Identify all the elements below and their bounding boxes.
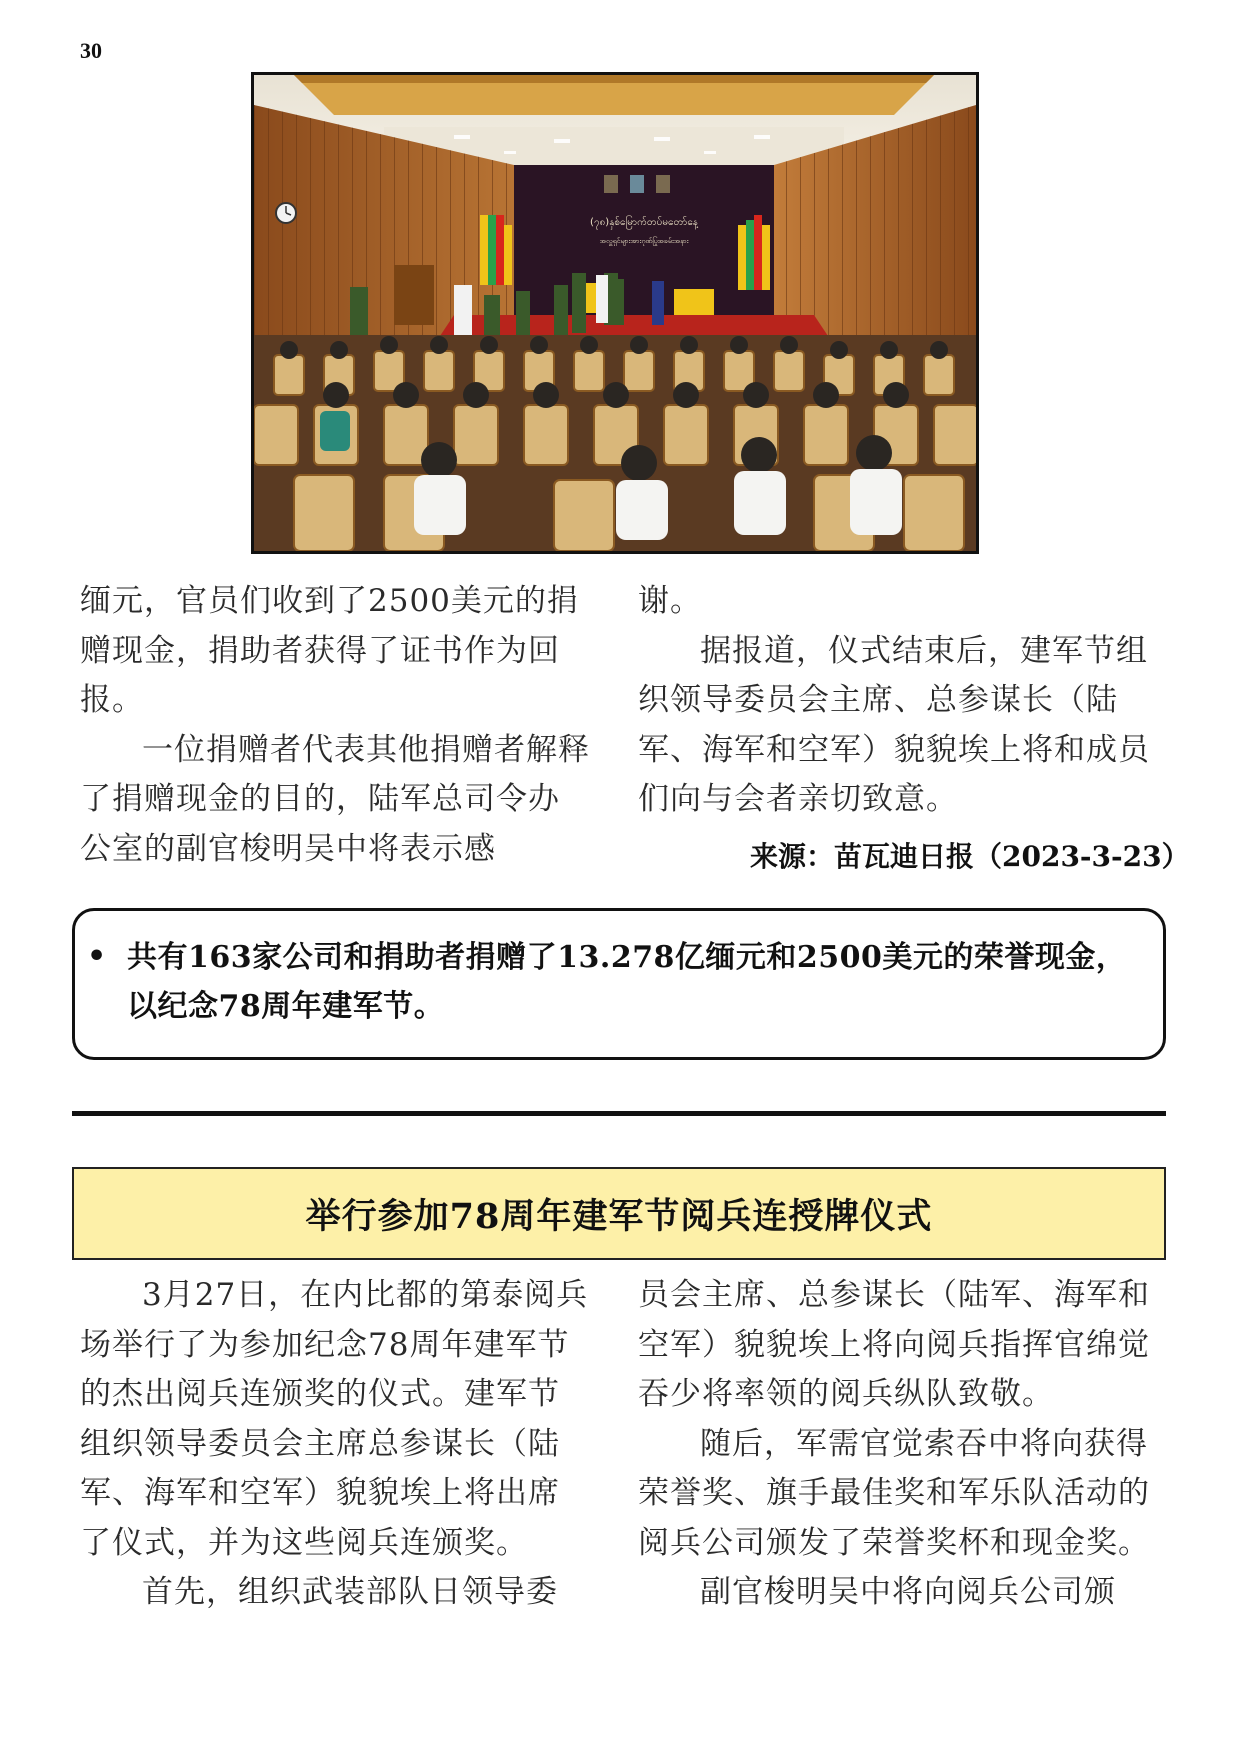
- section-divider: [72, 1111, 1166, 1116]
- ceremony-photo-illustration: [254, 75, 976, 551]
- article2-right-column: [638, 1271, 1150, 1618]
- paragraph: 随后，军需官觉索吞中将向获得荣誉奖、旗手最佳奖和军乐队活动的阅兵公司颁发了荣誉奖杯和现金奖。: [638, 1425, 1150, 1561]
- flags-right: [738, 215, 770, 290]
- paragraph: 谢。: [638, 583, 702, 619]
- paragraph: 一位捐赠者代表其他捐赠者解释了捐赠现金的目的，陆军总司令办公室的副官梭明吴中将表示感: [80, 731, 590, 867]
- stage-banner-line2: အလှူရှင်များအားဂုဏ်ပြုအခမ်းအနား: [599, 237, 689, 245]
- callout-text: 共有163家公司和捐助者捐赠了13.278亿缅元和2500美元的荣誉现金，以纪念78周年建军节。: [127, 940, 1127, 1024]
- paragraph: 首先，组织武装部队日领导委: [142, 1574, 558, 1610]
- article-source: 来源：苗瓦迪日报（2023-3-23）: [750, 840, 1190, 873]
- paragraph: 据报道，仪式结束后，建军节组织领导委员会主席、总参谋长（陆军、海军和空军）貌貌埃上将和成员们向与会者亲切致意。: [638, 632, 1150, 817]
- page-number: 30: [80, 38, 102, 63]
- paragraph: 缅元，官员们收到了2500美元的捐赠现金，捐助者获得了证书作为回报。: [80, 583, 579, 718]
- paragraph: 员会主席、总参谋长（陆军、海军和空军）貌貌埃上将向阅兵指挥官绵觉吞少将率领的阅兵纵队致敬。: [638, 1277, 1150, 1412]
- bullet-icon: •: [87, 939, 107, 974]
- flags-left: [480, 215, 512, 285]
- paragraph: 副官梭明吴中将向阅兵公司颁: [700, 1574, 1116, 1610]
- paragraph: 3月27日，在内比都的第泰阅兵场举行了为参加纪念78周年建军节的杰出阅兵连颁奖的仪式。建军节组织领导委员会主席总参谋长（陆军、海军和空军）貌貌埃上将出席了仪式，并为这些阅兵连颁奖。: [80, 1277, 589, 1561]
- article1-left-column: [80, 577, 590, 874]
- ceremony-photo: [251, 72, 979, 554]
- stage-banner-line1: (၇၈)နှစ်မြောက်တပ်မတော်နေ့: [590, 217, 698, 228]
- article1-right-column: [638, 577, 1150, 825]
- article2-title: 举行参加78周年建军节阅兵连授牌仪式: [305, 1195, 933, 1237]
- article2-left-column: [80, 1271, 590, 1618]
- callout-box: [72, 908, 1166, 1060]
- article2-title-banner: [72, 1167, 1166, 1260]
